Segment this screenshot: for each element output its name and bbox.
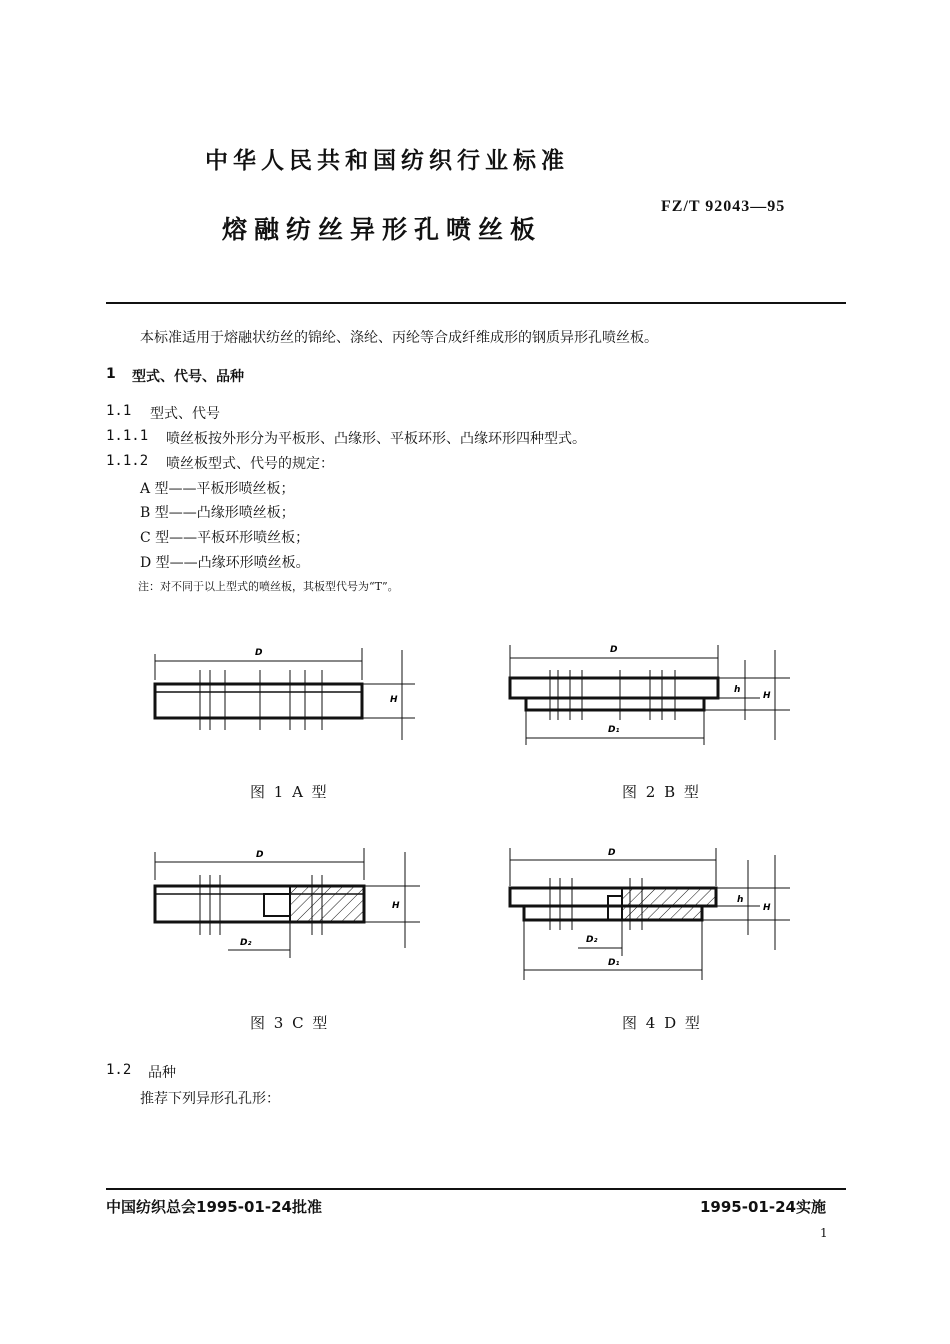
- section-1-1-title: 型式、代号: [150, 406, 220, 422]
- type-d-line: D 型——凸缘环形喷丝板。: [140, 555, 310, 571]
- figure-3-drawing: [140, 840, 430, 970]
- section-1-2-text: 推荐下列异形孔孔形：: [140, 1091, 280, 1107]
- approval-date: 中国纺织总会1995-01-24批准: [106, 1198, 322, 1216]
- fig3-label-d: D: [256, 850, 264, 860]
- section-1-1-2-number: 1.1.2: [106, 453, 149, 469]
- figure-1-drawing: [140, 640, 430, 750]
- figure-2-caption: 图 2 B 型: [622, 783, 701, 801]
- header-rule: [106, 302, 846, 304]
- fig4-label-h-small: h: [737, 895, 744, 905]
- page-number: 1: [820, 1226, 828, 1240]
- section-1-title: 型式、代号、品种: [132, 369, 244, 385]
- fig4-label-h: H: [763, 903, 771, 913]
- figure-4-caption: 图 4 D 型: [622, 1014, 702, 1032]
- section-1-1-number: 1.1: [106, 403, 132, 419]
- org-title: 中华人民共和国纺织行业标准: [205, 148, 569, 174]
- footer-rule: [106, 1188, 846, 1190]
- fig3-label-h: H: [392, 901, 400, 911]
- figure-4-drawing: [500, 840, 800, 985]
- effective-date: 1995-01-24实施: [700, 1198, 826, 1216]
- fig1-label-h: H: [390, 695, 398, 705]
- fig4-label-d: D: [608, 848, 616, 858]
- fig2-label-h: H: [763, 691, 771, 701]
- type-c-line: C 型——平板环形喷丝板；: [140, 530, 310, 546]
- section-1-1-1-number: 1.1.1: [106, 428, 149, 444]
- figure-3-caption: 图 3 C 型: [250, 1014, 330, 1032]
- figure-2-drawing: [500, 640, 800, 750]
- fig2-label-h-small: h: [734, 685, 741, 695]
- standard-code: FZ/T 92043—95: [661, 198, 786, 215]
- section-1-2-number: 1.2: [106, 1062, 132, 1078]
- fig4-label-d2: D₂: [586, 935, 598, 945]
- section-1-2-title: 品种: [148, 1065, 176, 1081]
- type-b-line: B 型——凸缘形喷丝板；: [140, 505, 295, 521]
- section-1-1-2-text: 喷丝板型式、代号的规定：: [166, 456, 334, 472]
- section-1-1-1-text: 喷丝板按外形分为平板形、凸缘形、平板环形、凸缘环形四种型式。: [166, 431, 586, 447]
- fig3-label-d2: D₂: [240, 938, 252, 948]
- note-text: 注：对不同于以上型式的喷丝板，其板型代号为“T”。: [138, 580, 399, 593]
- fig2-label-d1: D₁: [608, 725, 620, 735]
- document-title: 熔融纺丝异形孔喷丝板: [222, 215, 543, 244]
- fig4-label-d1: D₁: [608, 958, 620, 968]
- fig1-label-d: D: [255, 648, 263, 658]
- intro-paragraph: 本标准适用于熔融状纺丝的锦纶、涤纶、丙纶等合成纤维成形的钢质异形孔喷丝板。: [140, 330, 658, 346]
- fig2-label-d: D: [610, 645, 618, 655]
- section-1-number: 1: [106, 366, 116, 382]
- type-a-line: A 型——平板形喷丝板；: [140, 481, 295, 497]
- figure-1-caption: 图 1 A 型: [250, 783, 329, 801]
